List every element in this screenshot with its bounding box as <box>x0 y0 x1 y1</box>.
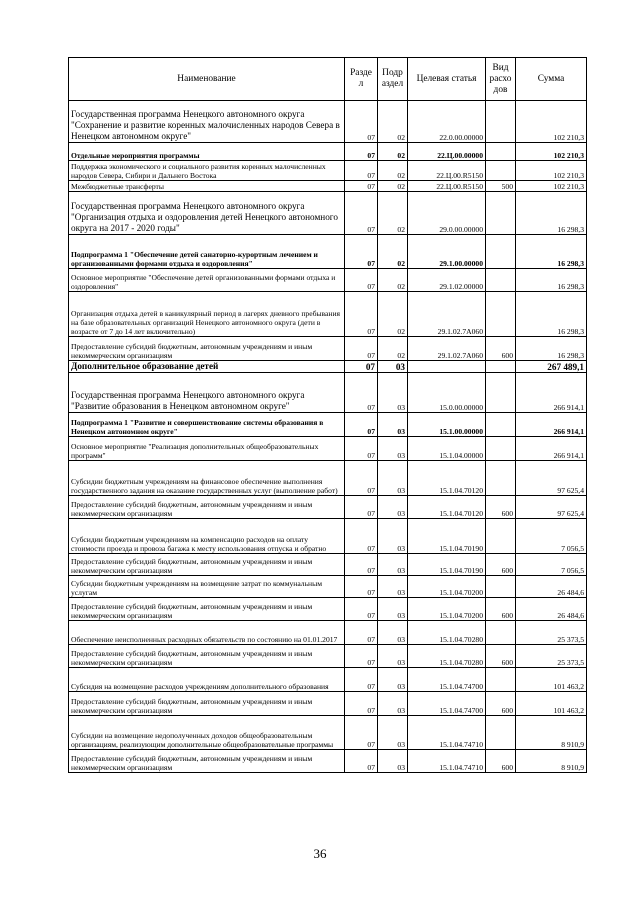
table-row <box>69 621 587 645</box>
row-razdel: 07 <box>345 496 378 519</box>
row-vid <box>486 413 516 437</box>
row-name: Предоставление субсидий бюджетным, автономным учреждениям и иным некоммерческим организациям <box>69 750 345 773</box>
table-row <box>69 161 587 181</box>
row-razdel: 07 <box>345 598 378 621</box>
row-sum: 25 373,5 <box>516 645 587 668</box>
row-target: 15.1.04.70120 <box>408 461 486 496</box>
row-razdel: 07 <box>345 361 378 373</box>
row-podrazdel: 03 <box>378 461 408 496</box>
row-target: 15.1.04.70200 <box>408 576 486 598</box>
row-vid <box>486 269 516 292</box>
table-row <box>69 461 587 496</box>
row-vid <box>486 437 516 461</box>
row-vid: 600 <box>486 496 516 519</box>
row-name: Предоставление субсидий бюджетным, автономным учреждениям и иным некоммерческим организациям <box>69 645 345 668</box>
row-razdel: 07 <box>345 692 378 716</box>
row-vid <box>486 373 516 413</box>
row-podrazdel: 03 <box>378 668 408 692</box>
table-row <box>69 519 587 554</box>
row-podrazdel: 03 <box>378 361 408 373</box>
row-target: 15.1.04.74710 <box>408 716 486 750</box>
row-target: 22.Ц.00.00000 <box>408 143 486 161</box>
row-vid: 600 <box>486 692 516 716</box>
table-row <box>69 576 587 598</box>
row-name: Субсидии бюджетным учреждениям на компенсацию расходов на оплату стоимости проезда и провоза багажа к месту использования отпуска и обратно <box>69 519 345 554</box>
row-target: 15.1.04.70200 <box>408 598 486 621</box>
row-target: 29.0.00.00000 <box>408 192 486 235</box>
table-row <box>69 645 587 668</box>
row-target: 15.1.04.00000 <box>408 437 486 461</box>
row-target: 15.1.04.70120 <box>408 496 486 519</box>
row-name: Субсидии бюджетным учреждениям на возмещение затрат по коммунальным услугам <box>69 576 345 598</box>
row-vid <box>486 519 516 554</box>
row-target: 22.0.00.00000 <box>408 101 486 143</box>
row-vid <box>486 461 516 496</box>
row-razdel: 07 <box>345 235 378 269</box>
row-razdel: 07 <box>345 337 378 361</box>
row-vid <box>486 361 516 373</box>
header-target: Целевая статья <box>408 58 486 101</box>
row-sum: 16 298,3 <box>516 235 587 269</box>
row-name: Предоставление субсидий бюджетным, автономным учреждениям и иным некоммерческим организациям <box>69 337 345 361</box>
row-podrazdel: 03 <box>378 576 408 598</box>
row-vid: 600 <box>486 554 516 576</box>
row-target: 15.1.04.70190 <box>408 554 486 576</box>
row-vid <box>486 161 516 181</box>
row-razdel: 07 <box>345 576 378 598</box>
row-name: Предоставление субсидий бюджетным, автономным учреждениям и иным некоммерческим организациям <box>69 554 345 576</box>
row-name: Основное мероприятие "Реализация дополнительных общеобразовательных программ" <box>69 437 345 461</box>
table-row <box>69 692 587 716</box>
table-row <box>69 235 587 269</box>
row-vid <box>486 143 516 161</box>
row-podrazdel: 03 <box>378 621 408 645</box>
row-target: 22.Ц.00.R5150 <box>408 181 486 192</box>
header-exp-type: Вид расхо дов <box>486 58 516 101</box>
row-target: 15.1.04.70280 <box>408 621 486 645</box>
row-sum: 8 910,9 <box>516 716 587 750</box>
row-sum: 16 298,3 <box>516 292 587 337</box>
row-sum: 16 298,3 <box>516 337 587 361</box>
table-row <box>69 716 587 750</box>
row-target: 29.1.02.7А060 <box>408 292 486 337</box>
row-podrazdel: 02 <box>378 101 408 143</box>
row-sum: 266 914,1 <box>516 413 587 437</box>
row-sum: 7 056,5 <box>516 519 587 554</box>
row-name: Обеспечение неисполненных расходных обязательств по состоянию на 01.01.2017 <box>69 621 345 645</box>
row-vid <box>486 621 516 645</box>
row-razdel: 07 <box>345 750 378 773</box>
row-podrazdel: 03 <box>378 437 408 461</box>
row-podrazdel: 02 <box>378 143 408 161</box>
budget-table <box>68 57 587 773</box>
row-name: Организация отдыха детей в каникулярный период в лагерях дневного пребывания на базе образовательных организаций Ненецкого автономного округа (дети в возрасте от 7 до 14 лет включительно) <box>69 292 345 337</box>
row-podrazdel: 02 <box>378 337 408 361</box>
row-sum: 266 914,1 <box>516 437 587 461</box>
page-number: 36 <box>313 846 327 861</box>
row-razdel: 07 <box>345 519 378 554</box>
header-subsection: Подр аздел <box>378 58 408 101</box>
table-row <box>69 337 587 361</box>
row-vid: 600 <box>486 750 516 773</box>
row-razdel: 07 <box>345 101 378 143</box>
table-row <box>69 181 587 192</box>
row-target: 29.1.00.00000 <box>408 235 486 269</box>
row-sum: 267 489,1 <box>516 361 587 373</box>
row-razdel: 07 <box>345 143 378 161</box>
table-row <box>69 292 587 337</box>
row-name: Дополнительное образование детей <box>69 361 345 373</box>
row-sum: 7 056,5 <box>516 554 587 576</box>
row-sum: 102 210,3 <box>516 181 587 192</box>
row-podrazdel: 03 <box>378 750 408 773</box>
row-podrazdel: 02 <box>378 181 408 192</box>
row-name: Субсидия на возмещение расходов учреждениям дополнительного образования <box>69 668 345 692</box>
table-row <box>69 192 587 235</box>
row-razdel: 07 <box>345 554 378 576</box>
row-target: 15.1.04.74700 <box>408 692 486 716</box>
row-sum: 8 910,9 <box>516 750 587 773</box>
row-name: Предоставление субсидий бюджетным, автономным учреждениям и иным некоммерческим организациям <box>69 692 345 716</box>
row-target: 15.1.00.00000 <box>408 413 486 437</box>
row-vid: 600 <box>486 337 516 361</box>
table-row <box>69 101 587 143</box>
row-podrazdel: 03 <box>378 554 408 576</box>
table-row <box>69 750 587 773</box>
row-podrazdel: 03 <box>378 692 408 716</box>
row-sum: 101 463,2 <box>516 692 587 716</box>
row-razdel: 07 <box>345 161 378 181</box>
row-podrazdel: 03 <box>378 496 408 519</box>
row-target: 15.1.04.74710 <box>408 750 486 773</box>
row-vid <box>486 668 516 692</box>
row-sum: 102 210,3 <box>516 143 587 161</box>
row-name: Основное мероприятие "Обеспечение детей организованными формами отдыха и оздоровления" <box>69 269 345 292</box>
table-row <box>69 668 587 692</box>
row-vid <box>486 235 516 269</box>
row-razdel: 07 <box>345 373 378 413</box>
row-razdel: 07 <box>345 716 378 750</box>
row-name: Отдельные мероприятия программы <box>69 143 345 161</box>
row-name: Государственная программа Ненецкого автономного округа "Сохранение и развитие коренных малочисленных народов Севера в Ненецком автономном округе" <box>69 101 345 143</box>
row-name: Межбюджетные трансферты <box>69 181 345 192</box>
row-name: Подпрограмма 1 "Развитие и совершенствование системы образования в Ненецком автономном округе" <box>69 413 345 437</box>
table-row <box>69 437 587 461</box>
row-name: Государственная программа Ненецкого автономного округа "Организация отдыха и оздоровления детей Ненецкого автономного округа на 2017 - 2020 годы" <box>69 192 345 235</box>
row-podrazdel: 03 <box>378 598 408 621</box>
row-razdel: 07 <box>345 413 378 437</box>
row-sum: 25 373,5 <box>516 621 587 645</box>
table-row <box>69 496 587 519</box>
row-podrazdel: 02 <box>378 269 408 292</box>
row-sum: 16 298,3 <box>516 269 587 292</box>
row-razdel: 07 <box>345 292 378 337</box>
row-target: 15.1.04.74700 <box>408 668 486 692</box>
row-name: Государственная программа Ненецкого автономного округа "Развитие образования в Ненецком автономном округе" <box>69 373 345 413</box>
header-name: Наименование <box>69 58 345 101</box>
row-razdel: 07 <box>345 668 378 692</box>
row-razdel: 07 <box>345 461 378 496</box>
row-sum: 97 625,4 <box>516 496 587 519</box>
row-podrazdel: 02 <box>378 292 408 337</box>
row-razdel: 07 <box>345 621 378 645</box>
table-header-row <box>69 58 587 101</box>
row-sum: 97 625,4 <box>516 461 587 496</box>
row-podrazdel: 02 <box>378 192 408 235</box>
row-razdel: 07 <box>345 181 378 192</box>
row-vid: 500 <box>486 181 516 192</box>
row-sum: 102 210,3 <box>516 101 587 143</box>
row-vid: 600 <box>486 598 516 621</box>
row-sum: 101 463,2 <box>516 668 587 692</box>
row-razdel: 07 <box>345 437 378 461</box>
table-row <box>69 413 587 437</box>
table-row <box>69 269 587 292</box>
table-row <box>69 143 587 161</box>
table-row <box>69 373 587 413</box>
row-name: Субсидии на возмещение недополученных доходов общеобразовательным организациям, реализующим дополнительные общеобразовательные программы <box>69 716 345 750</box>
row-podrazdel: 03 <box>378 645 408 668</box>
row-sum: 16 298,3 <box>516 192 587 235</box>
row-razdel: 07 <box>345 269 378 292</box>
table-row <box>69 554 587 576</box>
header-sum: Сумма <box>516 58 587 101</box>
row-target: 15.1.04.70190 <box>408 519 486 554</box>
row-sum: 102 210,3 <box>516 161 587 181</box>
row-podrazdel: 03 <box>378 519 408 554</box>
row-target: 29.1.02.7А060 <box>408 337 486 361</box>
row-name: Поддержка экономического и социального развития коренных малочисленных народов Севера, Сибири и Дальнего Востока <box>69 161 345 181</box>
row-sum: 26 484,6 <box>516 598 587 621</box>
row-sum: 266 914,1 <box>516 373 587 413</box>
row-vid <box>486 192 516 235</box>
row-podrazdel: 02 <box>378 235 408 269</box>
row-podrazdel: 03 <box>378 716 408 750</box>
row-target: 29.1.02.00000 <box>408 269 486 292</box>
row-razdel: 07 <box>345 192 378 235</box>
row-target: 15.1.04.70280 <box>408 645 486 668</box>
row-target <box>408 361 486 373</box>
row-razdel: 07 <box>345 645 378 668</box>
row-vid <box>486 292 516 337</box>
row-sum: 26 484,6 <box>516 576 587 598</box>
row-vid <box>486 101 516 143</box>
row-name: Предоставление субсидий бюджетным, автономным учреждениям и иным некоммерческим организациям <box>69 496 345 519</box>
row-vid <box>486 576 516 598</box>
row-name: Предоставление субсидий бюджетным, автономным учреждениям и иным некоммерческим организациям <box>69 598 345 621</box>
row-name: Подпрограмма 1 "Обеспечение детей санаторно-курортным лечением и организованными формами отдыха и оздоровления" <box>69 235 345 269</box>
row-podrazdel: 03 <box>378 413 408 437</box>
table-row <box>69 598 587 621</box>
row-target: 15.0.00.00000 <box>408 373 486 413</box>
row-podrazdel: 03 <box>378 373 408 413</box>
row-name: Субсидии бюджетным учреждениям на финансовое обеспечение выполнения государственного задания на оказание государственных услуг (выполнение работ) <box>69 461 345 496</box>
header-section: Разде л <box>345 58 378 101</box>
row-vid <box>486 716 516 750</box>
row-podrazdel: 02 <box>378 161 408 181</box>
row-vid: 600 <box>486 645 516 668</box>
table-row <box>69 361 587 373</box>
row-target: 22.Ц.00.R5150 <box>408 161 486 181</box>
